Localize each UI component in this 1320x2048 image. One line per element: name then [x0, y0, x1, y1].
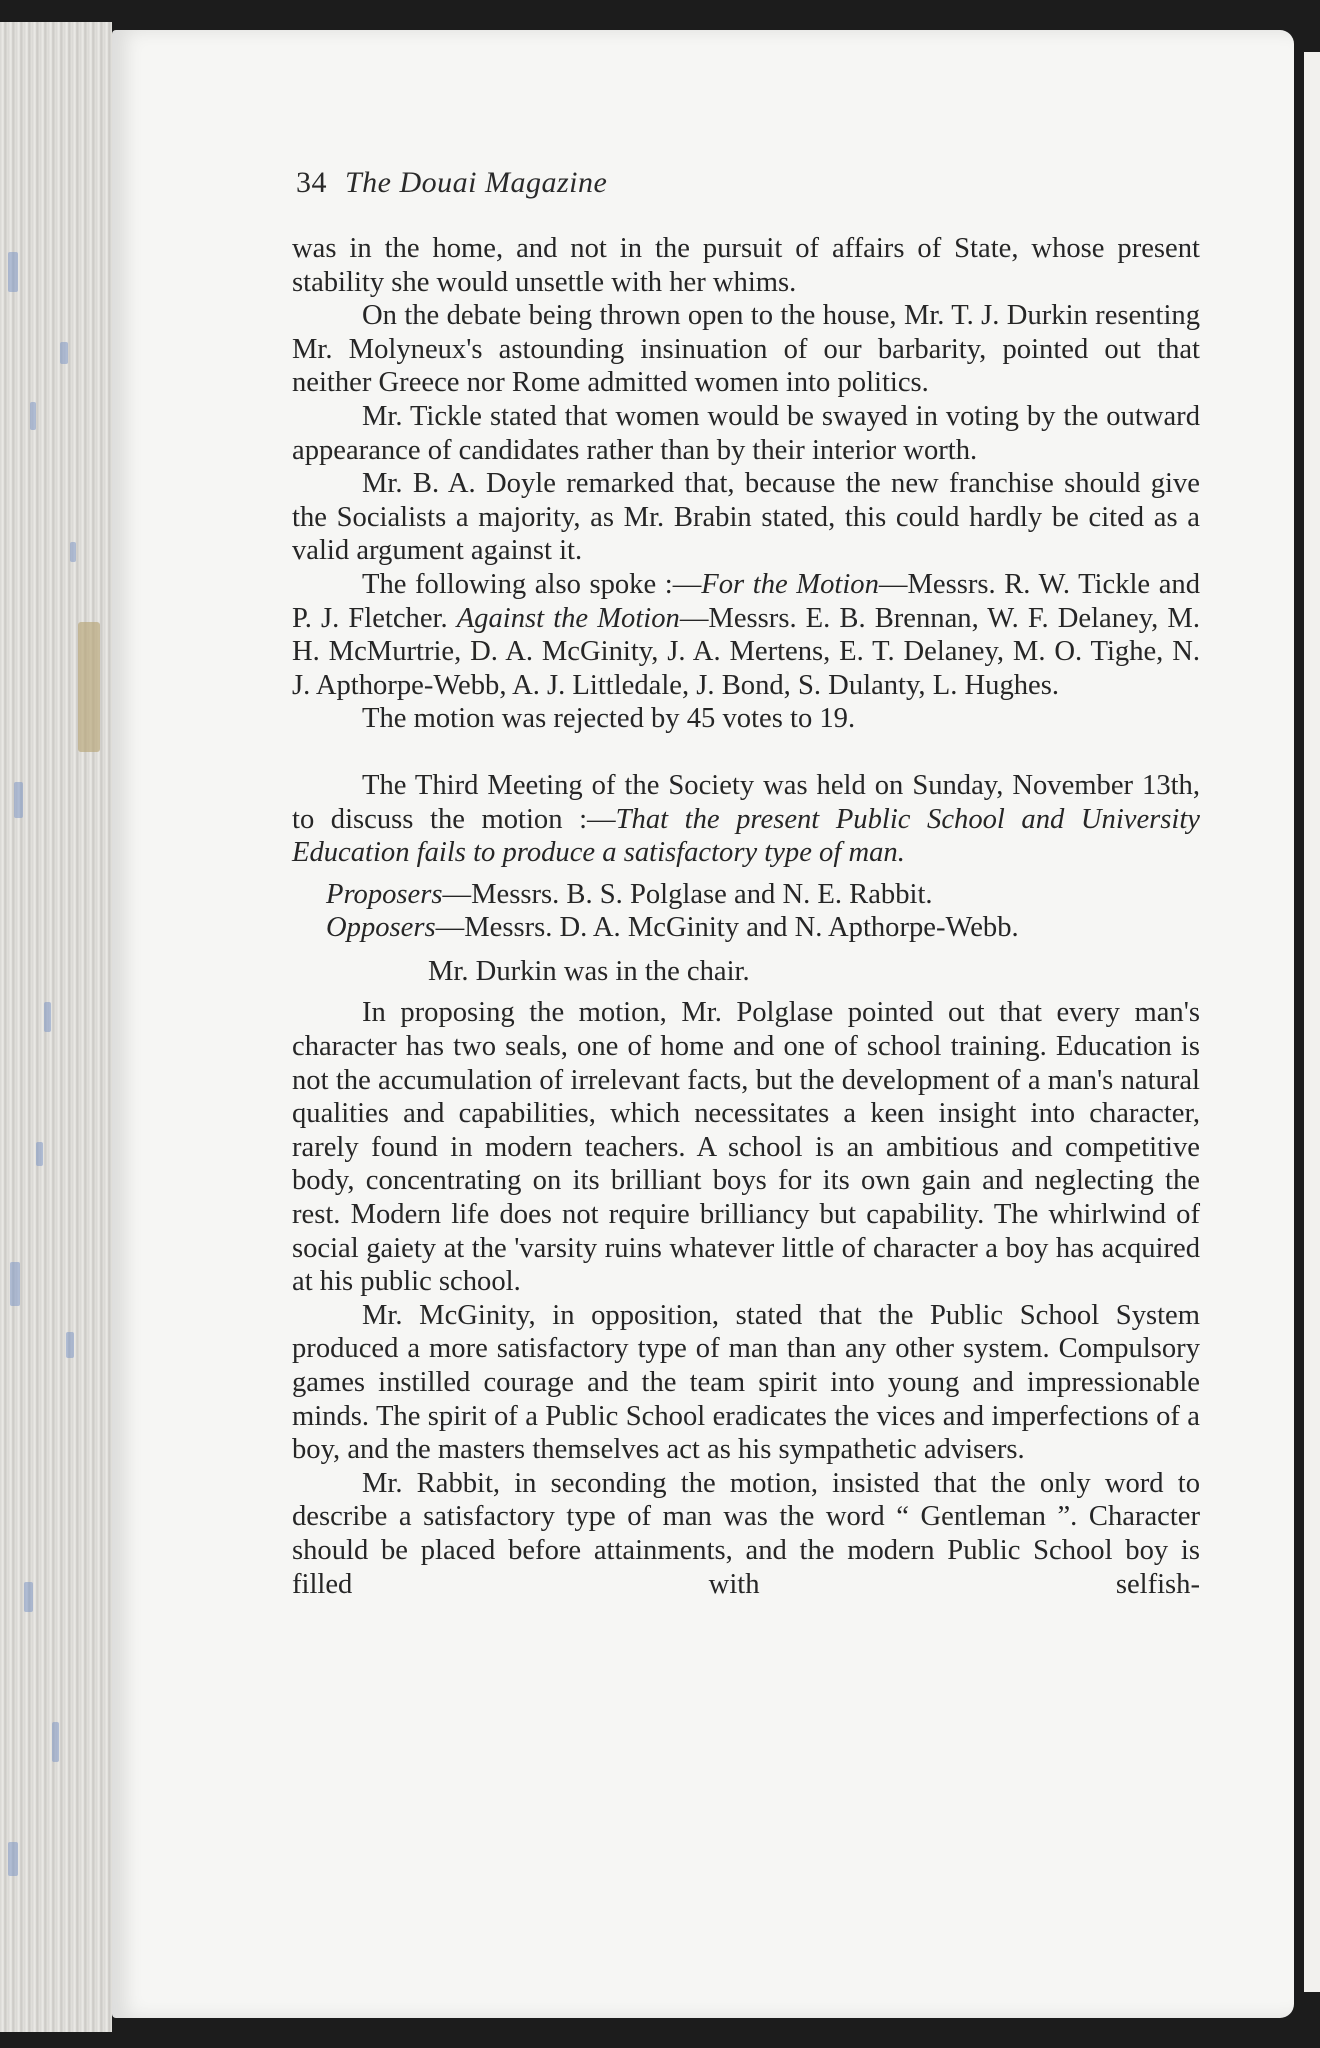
chair-line: Mr. Durkin was in the chair.: [428, 955, 750, 987]
magazine-title: The Douai Magazine: [345, 166, 608, 199]
opposers-line: [292, 911, 1200, 945]
speakers-paragraph: [292, 568, 1200, 702]
page-number: 34: [296, 166, 327, 199]
opposers-label: Opposers: [326, 912, 436, 944]
meeting-lead: The Third Meeting of the Society was held on Sunday, November 13th, to discuss the motion :—: [292, 769, 1200, 835]
against-motion-label: Against the Motion: [456, 602, 680, 634]
paragraph: was in the home, and not in the pursuit of affairs of State, whose present stability she would unsettle with her whims.: [292, 233, 1200, 298]
paragraph: Mr. Tickle stated that women would be swayed in voting by the outward appearance of candidates rather than by their interior worth.: [292, 400, 1200, 466]
paragraph: Mr. McGinity, in opposition, stated that the Public School System produced a more satisfactory type of man than any other system. Compulsory games instilled courage and the team spirit into young and impressionable minds. The spirit of a Public School eradicates the vices and imperfections of a boy, and the masters themselves act as his sympathetic advisers.: [292, 1299, 1200, 1466]
proposers-label: Proposers: [326, 878, 443, 910]
opposers-names: —Messrs. D. A. McGinity and N. Apthorpe-Webb.: [435, 912, 1019, 944]
motion-text: That the present Public School and University Education fails to produce a satisfactory type of man.: [292, 803, 1200, 869]
for-motion-label: For the Motion: [701, 568, 879, 600]
proposers-names: —Messrs. B. S. Polglase and N. E. Rabbit.: [442, 878, 933, 910]
article-body: [292, 232, 1200, 1601]
proposers-line: [292, 878, 1200, 912]
paragraph: On the debate being thrown open to the house, Mr. T. J. Durkin resenting Mr. Molyneux's astounding insinuation of our barbarity, pointed out that neither Greece nor Rome admitted women into politics.: [292, 300, 1200, 399]
opposite-page-edge: [1304, 52, 1320, 1992]
book-page-edges: [0, 22, 112, 2032]
meeting-announcement: [292, 769, 1200, 870]
for-motion-names: —Messrs. R. W. Tickle and P. J. Fletcher.: [292, 568, 1200, 634]
paragraph: Mr. B. A. Doyle remarked that, because the new franchise should give the Socialists a majority, as Mr. Brabin stated, this could hardly be cited as a valid argument against it.: [292, 468, 1200, 567]
speakers-lead: The following also spoke :—: [362, 568, 702, 600]
running-head: [296, 166, 607, 200]
against-motion-names: —Messrs. E. B. Brennan, W. F. Delaney, M. H. McMurtrie, D. A. McGinity, J. A. Mertens, E. T. Delaney, M. O. Tighe, N. J. Apthorpe-Webb, A. J. Littledale, J. Bond, S. Dulanty, L. Hughes.: [292, 602, 1200, 701]
vote-result: The motion was rejected by 45 votes to 19.: [362, 703, 856, 735]
paragraph: Mr. Rabbit, in seconding the motion, insisted that the only word to describe a satisfactory type of man was the word “ Gentleman ”. Character should be placed before attainments, and the modern Public School boy is filled with selfish-: [292, 1467, 1200, 1600]
paragraph: In proposing the motion, Mr. Polglase pointed out that every man's character has two seals, one of home and one of school training. Education is not the accumulation of irrelevant facts, but the development of a man's natural qualities and capabilities, which necessitates a keen insight into character, rarely found in modern teachers. A school is an ambitious and competitive body, concentrating on its brilliant boys for its own gain and neglecting the rest. Modern life does not require brilliancy but capability. The whirlwind of social gaiety at the 'varsity ruins whatever little of character a boy has acquired at his public school.: [292, 997, 1200, 1298]
